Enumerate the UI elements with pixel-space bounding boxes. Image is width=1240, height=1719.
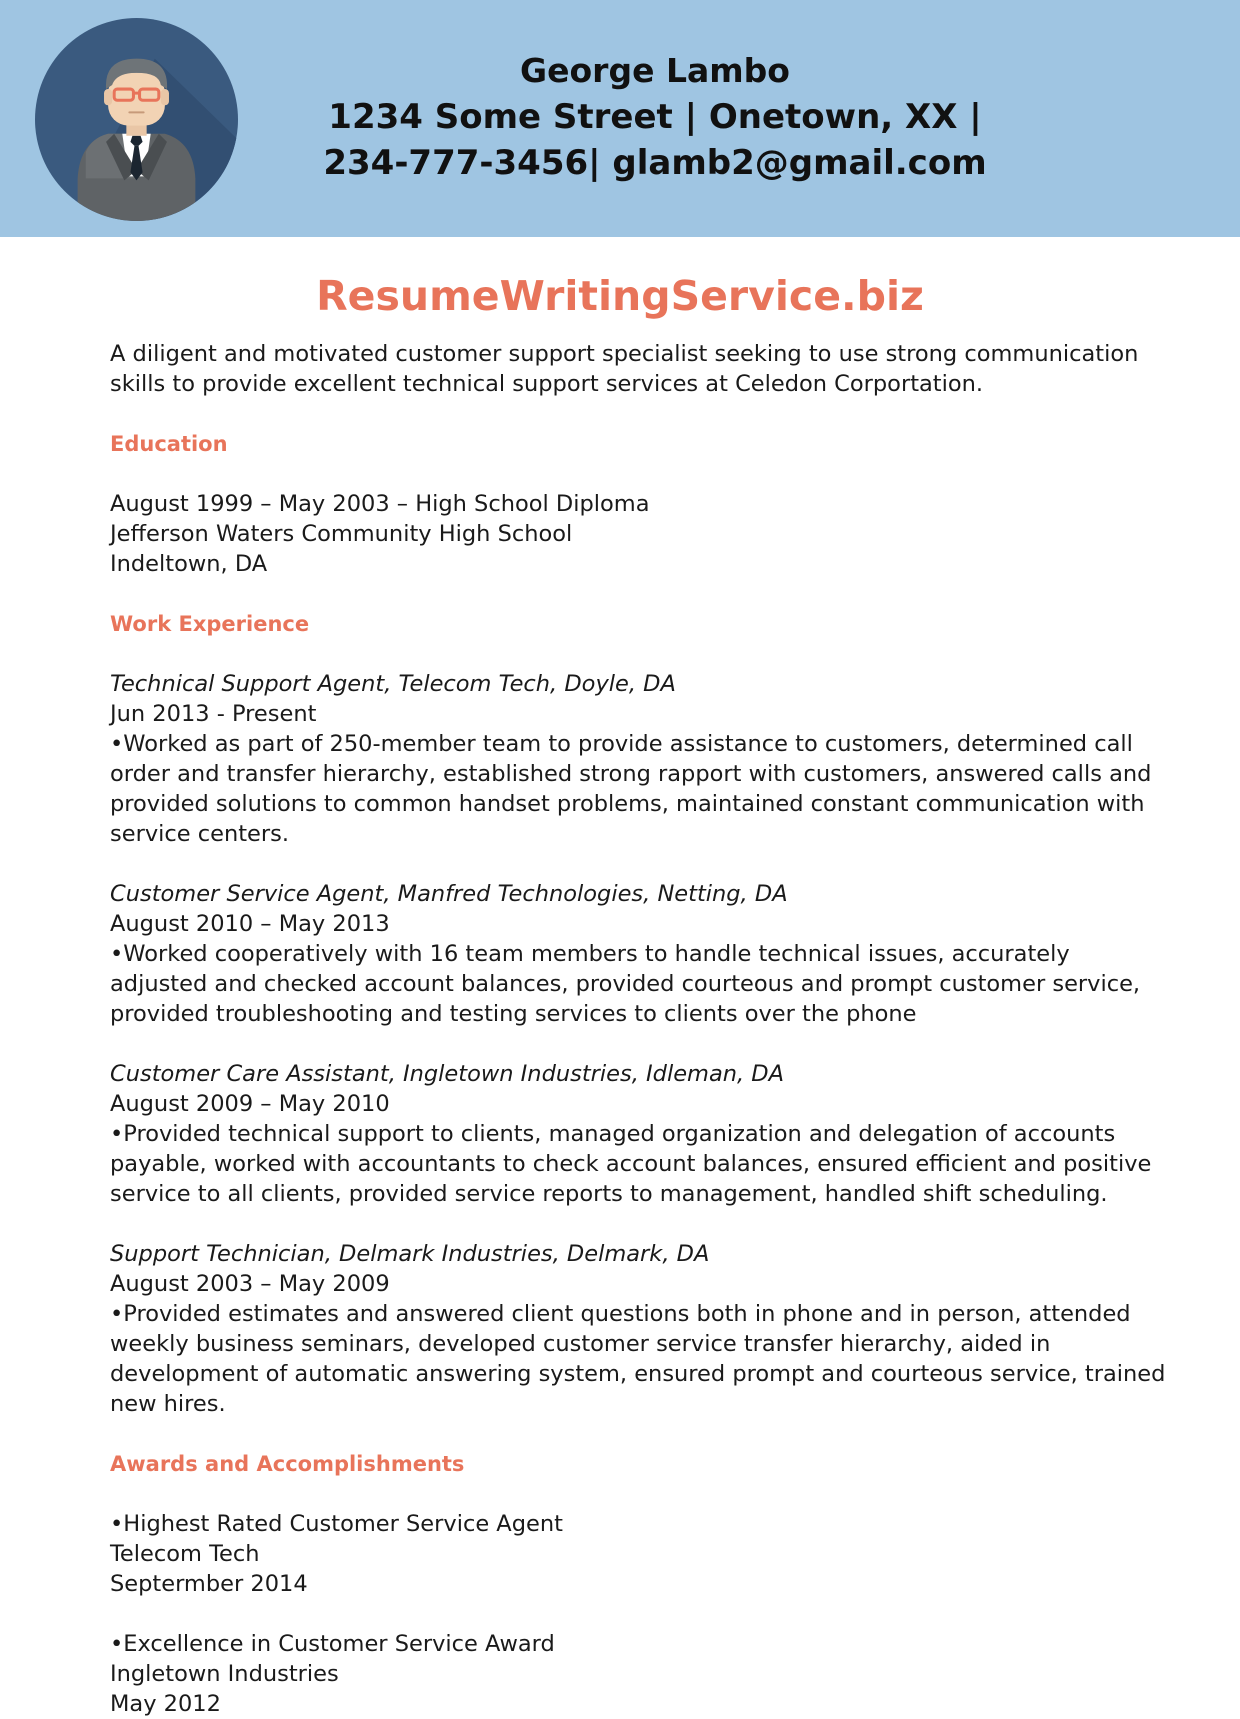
- contact-block: [290, 48, 1020, 186]
- phone-email-line: 234-777-3456| glamb2@gmail.com: [323, 143, 987, 183]
- job-entry: [110, 1059, 1170, 1209]
- education-location: Indeltown, DA: [110, 551, 268, 577]
- job-entry: [110, 879, 1170, 1029]
- job-dates: Jun 2013 - Present: [110, 701, 317, 727]
- award-entry: [110, 1629, 1170, 1719]
- job-entry: [110, 669, 1170, 849]
- job-dates: August 2009 – May 2010: [110, 1091, 390, 1117]
- job-title: Support Technician, Delmark Industries, Delmark, DA: [110, 1241, 710, 1267]
- awards-heading: Awards and Accomplishments: [110, 1452, 465, 1476]
- work-experience-heading: Work Experience: [110, 612, 310, 636]
- job-title: Customer Service Agent, Manfred Technologies, Netting, DA: [110, 881, 788, 907]
- award-entry: [110, 1509, 1170, 1599]
- job-description: • Worked as part of 250-member team to provide assistance to customers, determined call order and transfer hierarchy, established strong rapport with customers, answered calls and provided solutions to common handset problems, maintained constant communication with service centers.: [110, 729, 1170, 849]
- award-organization: Telecom Tech: [110, 1541, 260, 1567]
- businessman-avatar-icon: [35, 18, 238, 221]
- job-description: • Worked cooperatively with 16 team members to handle technical issues, accurately adjusted and checked account balances, provided courteous and prompt customer service, provided troubleshooting and testing services to clients over the phone: [110, 939, 1170, 1029]
- award-date: Septermber 2014: [110, 1571, 308, 1597]
- award-name: • Excellence in Customer Service Award: [110, 1629, 1170, 1659]
- job-description: • Provided technical support to clients, managed organization and delegation of accounts payable, worked with accountants to check account balances, ensured efficient and positive service to all clients, provided service reports to management, handled shift scheduling.: [110, 1119, 1170, 1209]
- job-title: Customer Care Assistant, Ingletown Industries, Idleman, DA: [110, 1061, 785, 1087]
- candidate-name: George Lambo: [520, 51, 790, 90]
- job-dates: August 2003 – May 2009: [110, 1271, 390, 1297]
- job-dates: August 2010 – May 2013: [110, 911, 390, 937]
- education-heading: Education: [110, 432, 228, 456]
- education-school: Jefferson Waters Community High School: [110, 521, 573, 547]
- address-line: 1234 Some Street | Onetown, XX |: [328, 97, 982, 137]
- job-entry: [110, 1239, 1170, 1419]
- header-band: [0, 0, 1240, 237]
- education-dates-degree: August 1999 – May 2003 – High School Diploma: [110, 491, 650, 517]
- award-date: May 2012: [110, 1691, 221, 1717]
- objective-text: A diligent and motivated customer support specialist seeking to use strong communication skills to provide excellent technical support services at Celedon Corportation.: [110, 341, 1139, 397]
- brand-title: ResumeWritingService.biz: [316, 272, 924, 320]
- award-organization: Ingletown Industries: [110, 1661, 339, 1687]
- job-title: Technical Support Agent, Telecom Tech, Doyle, DA: [110, 671, 676, 697]
- job-description: • Provided estimates and answered client questions both in phone and in person, attended weekly business seminars, developed customer service transfer hierarchy, aided in development of automatic answering system, ensured prompt and courteous service, trained new hires.: [110, 1299, 1170, 1419]
- resume-body: [110, 339, 1170, 1719]
- award-name: • Highest Rated Customer Service Agent: [110, 1509, 1170, 1539]
